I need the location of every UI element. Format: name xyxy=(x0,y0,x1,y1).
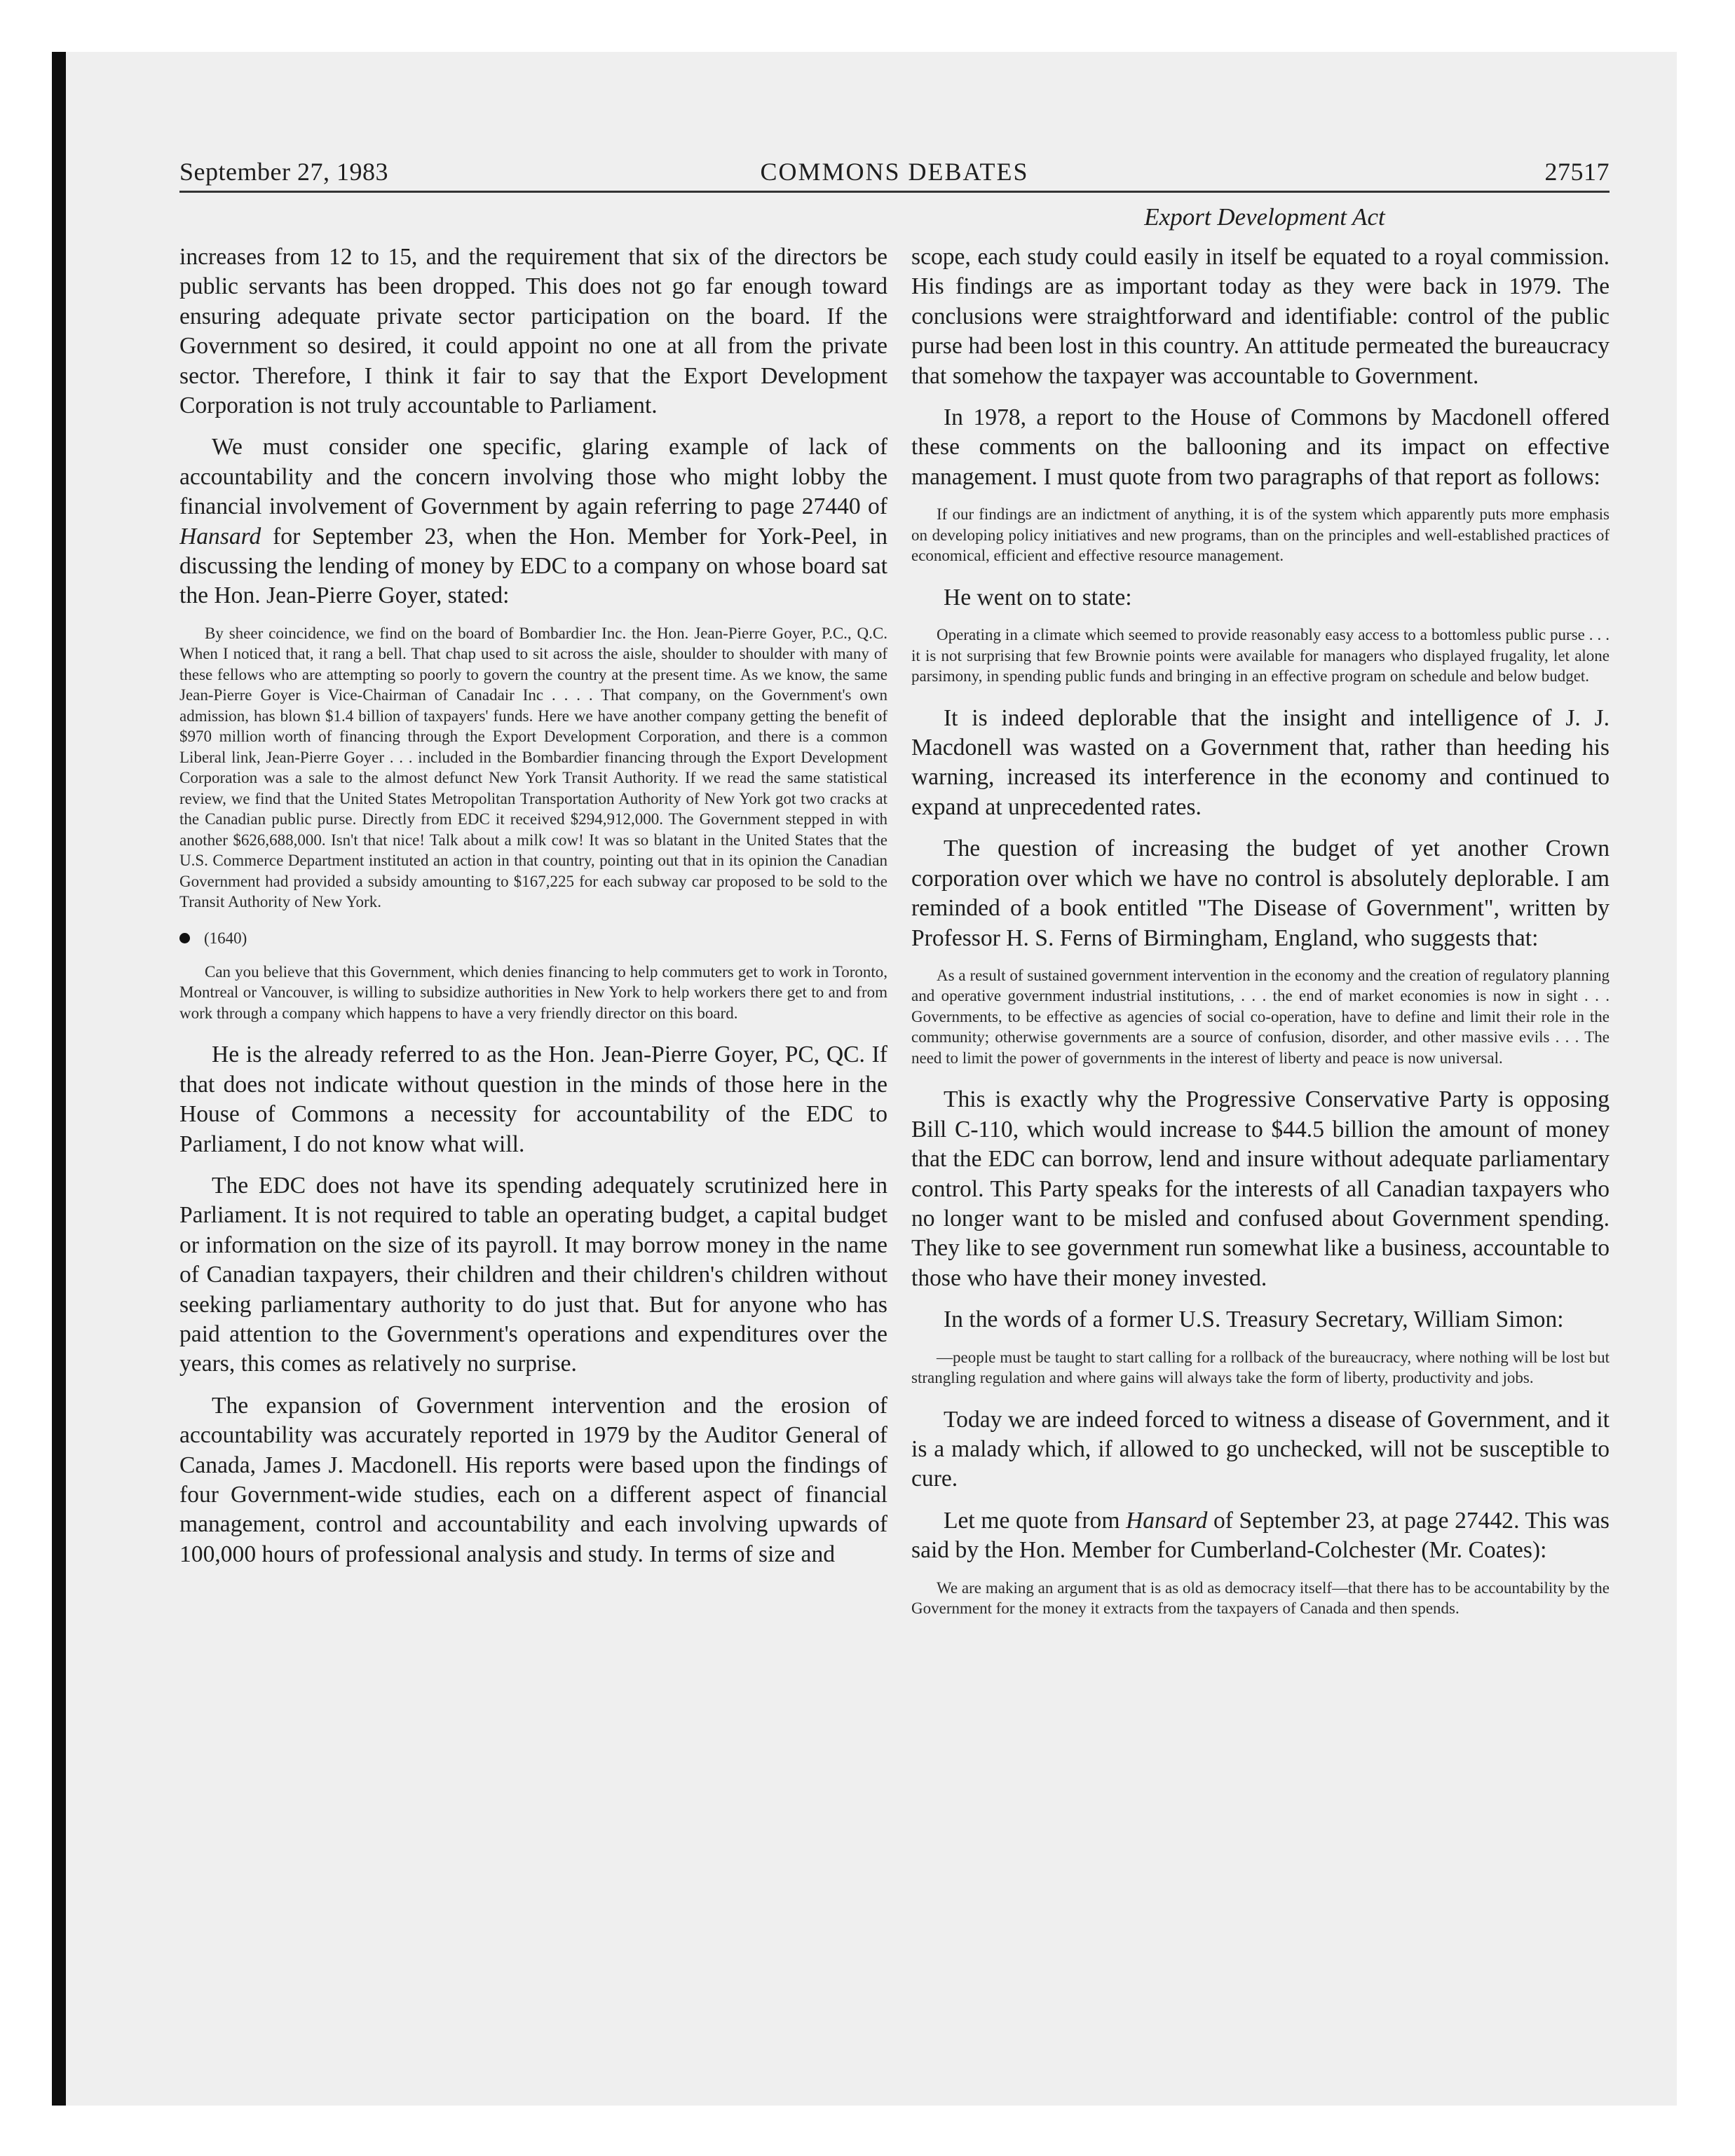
right-paragraph-5: The question of increasing the budget of yet another Crown corporation over which we have no control is absolutely deplorable. I am reminded of a book entitled "The Disease of Government", written by Professor H. S. Ferns of Birmingham, England, who suggests that: xyxy=(911,835,1610,951)
right-paragraph-3: He went on to state: xyxy=(944,584,1132,610)
hansard-italic: Hansard xyxy=(1126,1507,1208,1534)
right-paragraph-7: In the words of a former U.S. Treasury Secretary, William Simon: xyxy=(944,1306,1564,1333)
right-paragraph-6: This is exactly why the Progressive Conservative Party is opposing Bill C-110, which would increase to $44.5 billion the amount of money that the EDC can borrow, lend and insure without adequate parliamentary control. This Party speaks for the interests of all Canadian taxpayers who no longer want to be misled and confused about Government spending. They like to see government run somewhat like a business, accountable to those who have their money invested. xyxy=(911,1086,1610,1291)
left-paragraph-2 xyxy=(179,432,887,610)
right-quote-3: As a result of sustained government intervention in the economy and the creation of regulatory planning and operative government industrial institutions, . . . the end of market economies is now in sight . . . Governments, to be effective as agencies of social co-operation, have to define and limit their role in the community; otherwise governments are a source of confusion, disorder, and other massive evils . . . The need to limit the power of governments in the interest of liberty and peace is now universal. xyxy=(911,966,1610,1067)
bullet-icon xyxy=(179,933,190,943)
section-title: Export Development Act xyxy=(1144,203,1385,231)
right-paragraph-9 xyxy=(911,1506,1610,1566)
right-paragraph-1: scope, each study could easily in itself be equated to a royal commission. His findings are as important today as they were back in 1979. The conclusions were straightforward and identifiable: control of the public purse had been lost in this country. An attitude permeated the bureaucracy that somehow the taxpayer was accountable to Government. xyxy=(911,244,1610,389)
left-paragraph-4: The EDC does not have its spending adequately scrutinized here in Parliament. It is not required to table an operating budget, a capital budget or information on the size of its payroll. It may borrow money in the name of Canadian taxpayers, their children and their children's children without seeking parliamentary authority to do just that. But for anyone who has paid attention to the Government's operations and expenditures over the years, this comes as relatively no surprise. xyxy=(179,1173,887,1377)
header-title: COMMONS DEBATES xyxy=(760,158,1029,186)
left-paragraph-5: The expansion of Government intervention and the erosion of accountability was accurately reported in 1979 by the Auditor General of Canada, James J. Macdonell. His reports were based upon the findings of four Government-wide studies, each on a different aspect of financial management, control and accountability and each involving upwards of 100,000 hours of professional analysis and study. In terms of size and xyxy=(179,1392,887,1567)
right-paragraph-2: In 1978, a report to the House of Commons by Macdonell offered these comments on the ballooning and its impact on effective management. I must quote from two paragraphs of that report as follows: xyxy=(911,404,1610,490)
page-number: 27517 xyxy=(1544,158,1610,186)
right-quote-1: If our findings are an indictment of anything, it is of the system which apparently puts more emphasis on developing policy initiatives and new programs, than on the principles and well-established practices of economical, efficient and effective resource management. xyxy=(911,505,1610,565)
right-paragraph-9-text-a: Let me quote from xyxy=(944,1507,1127,1534)
scan-edge xyxy=(52,52,66,2106)
header-date: September 27, 1983 xyxy=(179,158,388,186)
left-quote-2: Can you believe that this Government, which denies financing to help commuters get to work in Toronto, Montreal or Vancouver, is willing to subsidize authorities in New York to help workers there get to and from work through a company which happens to have a very friendly director on this board. xyxy=(179,962,887,1022)
right-quote-5: We are making an argument that is as old as democracy itself—that there has to be accountability by the Government for the money it extracts from the taxpayers of Canada and then spends. xyxy=(911,1578,1610,1618)
left-paragraph-1: increases from 12 to 15, and the requirement that six of the directors be public servants has been dropped. This does not go far enough toward ensuring adequate private sector participation on the board. If the Government so desired, it could appoint no one at all from the private sector. Therefore, I think it fair to say that the Export Development Corporation is not truly accountable to Parliament. xyxy=(179,244,887,419)
left-column xyxy=(179,243,887,2093)
right-paragraph-8: Today we are indeed forced to witness a disease of Government, and it is a malady which, if allowed to go unchecked, will not be susceptible to cure. xyxy=(911,1406,1610,1492)
hansard-italic: Hansard xyxy=(179,523,261,550)
right-quote-4: —people must be taught to start calling for a rollback of the bureaucracy, where nothing will be lost but strangling regulation and where gains will always take the form of liberty, productivity and jobs. xyxy=(911,1348,1610,1387)
left-paragraph-2-text-b: for September 23, when the Hon. Member for York-Peel, in discussing the lending of money by EDC to a company on whose board sat the Hon. Jean-Pierre Goyer, stated: xyxy=(179,523,887,609)
right-quote-2: Operating in a climate which seemed to provide reasonably easy access to a bottomless public purse . . . it is not surprising that few Brownie points were available for managers who displayed frugality, let alone parsimony, in spending public funds and bringing in an effective program on schedule and below budget. xyxy=(911,626,1610,685)
right-paragraph-9-text-b: of September 23, at page 27442. This was said by the Hon. Member for Cumberland-Colchester (Mr. Coates): xyxy=(911,1507,1610,1564)
time-stamp xyxy=(179,929,887,948)
left-paragraph-3: He is the already referred to as the Hon. Jean-Pierre Goyer, PC, QC. If that does not indicate without question in the minds of those here in the House of Commons a necessity for accountability of the EDC to Parliament, I do not know what will. xyxy=(179,1042,887,1157)
time-stamp-text: (1640) xyxy=(204,929,247,947)
left-quote-1: By sheer coincidence, we find on the board of Bombardier Inc. the Hon. Jean-Pierre Goyer, P.C., Q.C. When I noticed that, it rang a bell. That chap used to sit across the aisle, shoulder to shoulder with many of these fellows who are attempting so poorly to govern the country at the present time. As we know, the same Jean-Pierre Goyer is Vice-Chairman of Canadair Inc . . . . That company, on the Government's own admission, has blown $1.4 billion of taxpayers' funds. Here we have another company getting the benefit of $970 million worth of financing through the Export Development Corporation, and there is a common Liberal link, Jean-Pierre Goyer . . . included in the Bombardier financing through the Export Development Corporation was a sale to the almost defunct New York Transit Authority. If we read the same statistical review, we find that the United States Metropolitan Transportation Authority of New York got two cracks at the Canadian public purse. Directly from EDC it received $294,912,000. The Government stepped in with another $626,688,000. Isn't that nice! Talk about a milk cow! It was so blatant in the United States that the U.S. Commerce Department instituted an action in that country, pointing out that in its opinion the Canadian Government had provided a subsidy amounting to $167,225 for each subway car proposed to be sold to the Transit Authority of New York. xyxy=(179,624,887,911)
left-paragraph-2-text-a: We must consider one specific, glaring example of lack of accountability and the concern involving those who might lobby the financial involvement of Government by again referring to page 27440 of xyxy=(179,434,887,520)
page-header xyxy=(179,149,1610,193)
right-paragraph-4: It is indeed deplorable that the insight and intelligence of J. J. Macdonell was wasted on a Government that, rather than heeding his warning, increased its interference in the economy and continued to expand at unprecedented rates. xyxy=(911,704,1610,820)
right-column xyxy=(911,243,1610,2093)
